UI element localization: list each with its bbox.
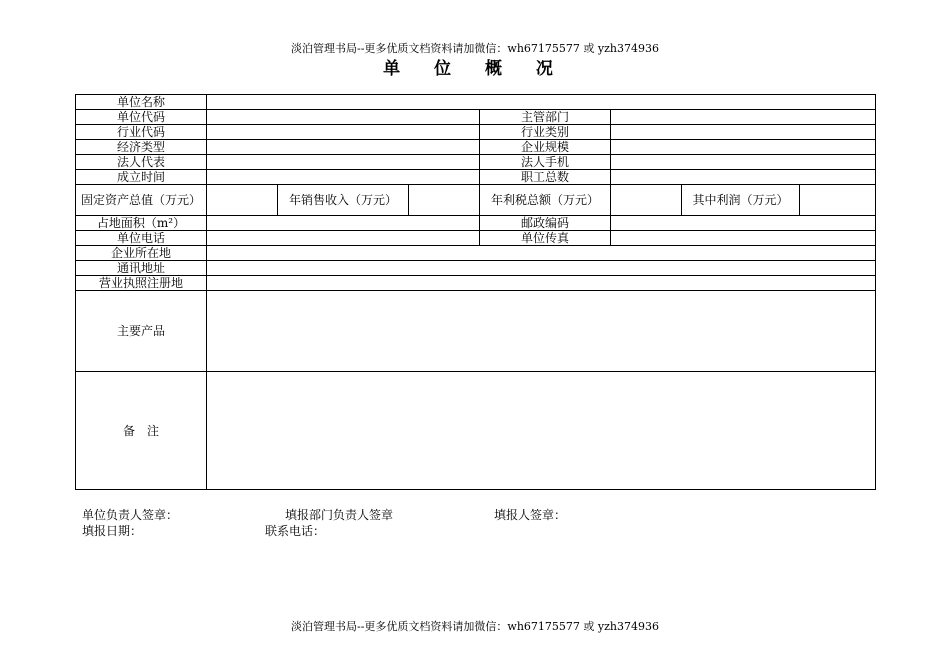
table-row [76,372,876,490]
top-note: 淡泊管理书局--更多优质文档资料请加微信：wh67175577 或 yzh374936 [291,42,659,55]
table-row [76,261,876,276]
unit-fax-label: 单位传真 [480,231,611,246]
unit-overview-table [75,94,876,490]
unit-code-field[interactable] [207,110,480,125]
land-area-field[interactable] [207,216,480,231]
license-address-label: 营业执照注册地 [76,276,207,291]
staff-total-label: 职工总数 [480,170,611,185]
supervisor-label: 主管部门 [480,110,611,125]
table-row [76,110,876,125]
unit-leader-sign: 单位负责人签章： [82,508,179,522]
legal-phone-label: 法人手机 [480,155,611,170]
table-row [76,155,876,170]
unit-code-label: 单位代码 [76,110,207,125]
remarks-field[interactable] [207,372,876,490]
unit-fax-field[interactable] [611,231,876,246]
profit-label: 其中利润（万元） [682,185,800,216]
supervisor-field[interactable] [611,110,876,125]
table-row [76,170,876,185]
main-products-field[interactable] [207,291,876,372]
industry-type-field[interactable] [611,125,876,140]
table-row [76,246,876,261]
license-address-field[interactable] [207,276,876,291]
industry-code-label: 行业代码 [76,125,207,140]
staff-total-field[interactable] [611,170,876,185]
annual-sales-field[interactable] [409,185,480,216]
profit-field[interactable] [800,185,876,216]
legal-phone-field[interactable] [611,155,876,170]
table-row [76,216,876,231]
annual-tax-label: 年利税总额（万元） [480,185,611,216]
legal-rep-label: 法人代表 [76,155,207,170]
table-row [76,125,876,140]
address-field[interactable] [207,261,876,276]
established-label: 成立时间 [76,170,207,185]
industry-type-label: 行业类别 [480,125,611,140]
filler-sign: 填报人签章： [494,508,567,522]
economy-type-label: 经济类型 [76,140,207,155]
table-row [76,291,876,372]
table-row [76,140,876,155]
annual-sales-label: 年销售收入（万元） [278,185,409,216]
location-label: 企业所在地 [76,246,207,261]
page-title: 单 位 概 况 [383,59,567,79]
table-row [76,276,876,291]
annual-tax-field[interactable] [611,185,682,216]
address-label: 通讯地址 [76,261,207,276]
bottom-note: 淡泊管理书局--更多优质文档资料请加微信：wh67175577 或 yzh374936 [291,620,659,633]
land-area-label: 占地面积（m²） [76,216,207,231]
company-scale-field[interactable] [611,140,876,155]
established-field[interactable] [207,170,480,185]
unit-name-field[interactable] [207,95,876,110]
unit-phone-field[interactable] [207,231,480,246]
fixed-assets-field[interactable] [207,185,278,216]
economy-type-field[interactable] [207,140,480,155]
main-products-label: 主要产品 [76,291,207,372]
table-row [76,231,876,246]
postcode-label: 邮政编码 [480,216,611,231]
industry-code-field[interactable] [207,125,480,140]
unit-phone-label: 单位电话 [76,231,207,246]
contact-phone: 联系电话： [265,524,326,538]
fill-date: 填报日期： [82,524,143,538]
company-scale-label: 企业规模 [480,140,611,155]
fixed-assets-label: 固定资产总值（万元） [76,185,207,216]
location-field[interactable] [207,246,876,261]
remarks-label: 备 注 [76,372,207,490]
unit-name-label: 单位名称 [76,95,207,110]
legal-rep-field[interactable] [207,155,480,170]
table-row [76,185,876,216]
dept-leader-sign: 填报部门负责人签章 [285,508,394,522]
postcode-field[interactable] [611,216,876,231]
table-row [76,95,876,110]
